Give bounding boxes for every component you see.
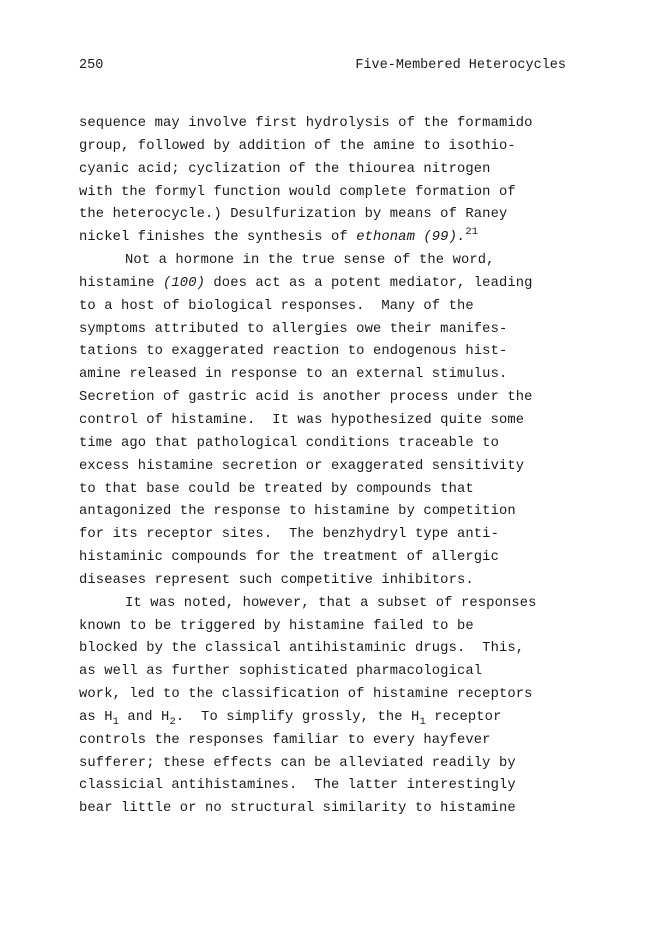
text-line: control of histamine. It was hypothesized quite some bbox=[79, 412, 525, 428]
text-span: as H bbox=[79, 709, 113, 725]
compound-reference: ethonam (99). bbox=[356, 230, 466, 246]
running-title: Five-Membered Heterocycles bbox=[355, 58, 566, 73]
text-line: bear little or no structural similarity to histamine bbox=[79, 801, 516, 817]
text-line: tations to exaggerated reaction to endogenous hist- bbox=[79, 344, 508, 360]
text-line: to a host of biological responses. Many of the bbox=[79, 298, 474, 314]
paragraph-start-line: Not a hormone in the true sense of the word, bbox=[125, 253, 495, 269]
subscript: 2 bbox=[169, 715, 176, 728]
text-line: blocked by the classical antihistaminic drugs. This, bbox=[79, 641, 525, 657]
text-line: the heterocycle.) Desulfurization by means of Raney bbox=[79, 207, 508, 223]
text-line bbox=[79, 707, 579, 730]
text-span: and H bbox=[119, 709, 170, 725]
text-line: sufferer; these effects can be alleviated readily by bbox=[79, 755, 516, 771]
text-line: for its receptor sites. The benzhydryl type anti- bbox=[79, 527, 499, 543]
text-line: excess histamine secretion or exaggerated sensitivity bbox=[79, 458, 525, 474]
text-line: amine released in response to an external stimulus. bbox=[79, 367, 508, 383]
text-span: nickel finishes the synthesis of bbox=[79, 230, 357, 246]
text-line: antagonized the response to histamine by competition bbox=[79, 504, 516, 520]
text-line: symptoms attributed to allergies owe their manifes- bbox=[79, 321, 508, 337]
text-line: with the formyl function would complete formation of bbox=[79, 184, 516, 200]
text-span: receptor bbox=[425, 709, 502, 725]
body-text bbox=[79, 113, 579, 821]
text-line: cyanic acid; cyclization of the thiourea nitrogen bbox=[79, 161, 491, 177]
text-line: to that base could be treated by compounds that bbox=[79, 481, 474, 497]
subscript: 1 bbox=[419, 715, 426, 728]
page-number: 250 bbox=[79, 58, 104, 73]
text-line: group, followed by addition of the amine to isothio- bbox=[79, 138, 516, 154]
text-line: work, led to the classification of histamine receptors bbox=[79, 687, 533, 703]
text-span: . To simplify grossly, the H bbox=[175, 709, 420, 725]
footnote-reference: 21 bbox=[465, 226, 479, 239]
text-line: Secretion of gastric acid is another process under the bbox=[79, 390, 533, 406]
text-line: sequence may involve first hydrolysis of the formamido bbox=[79, 116, 533, 131]
text-line: diseases represent such competitive inhibitors. bbox=[79, 572, 474, 588]
text-line: controls the responses familiar to every hayfever bbox=[79, 732, 491, 748]
text-line: time ago that pathological conditions traceable to bbox=[79, 435, 499, 451]
text-span: does act as a potent mediator, leading bbox=[205, 275, 533, 291]
subscript: 1 bbox=[112, 715, 120, 728]
text-span: histamine bbox=[79, 275, 163, 291]
text-line: known to be triggered by histamine failed to be bbox=[79, 618, 474, 634]
text-line: classicial antihistamines. The latter interestingly bbox=[79, 778, 516, 794]
paragraph-start-line: It was noted, however, that a subset of responses bbox=[125, 595, 537, 611]
text-line: as well as further sophisticated pharmacological bbox=[79, 664, 483, 680]
text-line: histaminic compounds for the treatment of allergic bbox=[79, 550, 499, 566]
page-header bbox=[79, 58, 566, 78]
text-line bbox=[79, 273, 579, 296]
text-line bbox=[79, 227, 579, 250]
compound-reference: (100) bbox=[163, 275, 205, 291]
